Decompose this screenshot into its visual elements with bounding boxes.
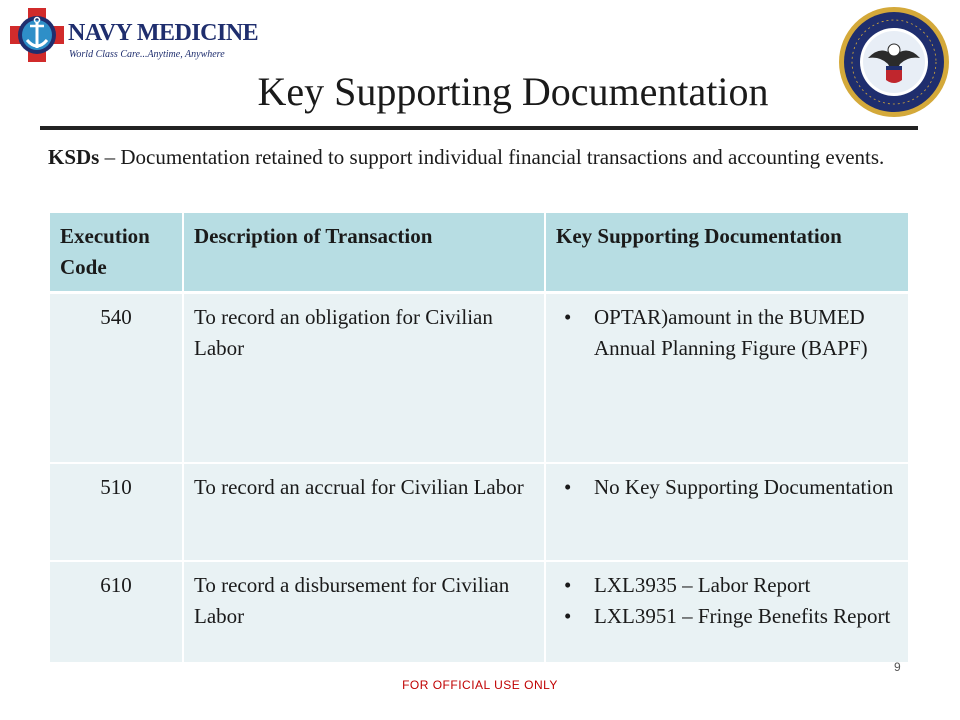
ksd-table xyxy=(48,213,910,664)
execution-code-cell: 510 xyxy=(49,463,183,561)
documentation-item: • OPTAR)amount in the BUMED Annual Planning Figure (BAPF) xyxy=(594,302,898,364)
table-row xyxy=(49,463,909,561)
column-header-description: Description of Transaction xyxy=(183,213,545,293)
page-number: 9 xyxy=(894,660,901,674)
title-divider xyxy=(40,126,918,130)
intro-paragraph xyxy=(48,142,908,172)
documentation-item: • LXL3935 – Labor Report xyxy=(594,570,898,601)
documentation-cell xyxy=(545,561,909,663)
execution-code-cell: 540 xyxy=(49,293,183,463)
table-row xyxy=(49,293,909,463)
intro-definition: – Documentation retained to support individual financial transactions and accounting events. xyxy=(99,145,885,169)
documentation-cell xyxy=(545,293,909,463)
intro-term: KSDs xyxy=(48,145,100,169)
table-header-row xyxy=(49,213,909,293)
documentation-item: • No Key Supporting Documentation xyxy=(594,472,898,503)
column-header-execution-code: Execution Code xyxy=(49,213,183,293)
execution-code-cell: 610 xyxy=(49,561,183,663)
description-cell: To record a disbursement for Civilian Labor xyxy=(183,561,545,663)
logo-title: NAVY MEDICINE xyxy=(68,20,259,46)
classification-footer: FOR OFFICIAL USE ONLY xyxy=(402,678,558,692)
column-header-key-documentation: Key Supporting Documentation xyxy=(545,213,909,293)
logo-tagline: World Class Care...Anytime, Anywhere xyxy=(69,49,225,60)
table-row xyxy=(49,561,909,663)
description-cell: To record an accrual for Civilian Labor xyxy=(183,463,545,561)
documentation-cell xyxy=(545,463,909,561)
documentation-item: • LXL3951 – Fringe Benefits Report xyxy=(594,601,898,632)
slide-title: Key Supporting Documentation xyxy=(257,69,769,114)
description-cell: To record an obligation for Civilian Labor xyxy=(183,293,545,463)
